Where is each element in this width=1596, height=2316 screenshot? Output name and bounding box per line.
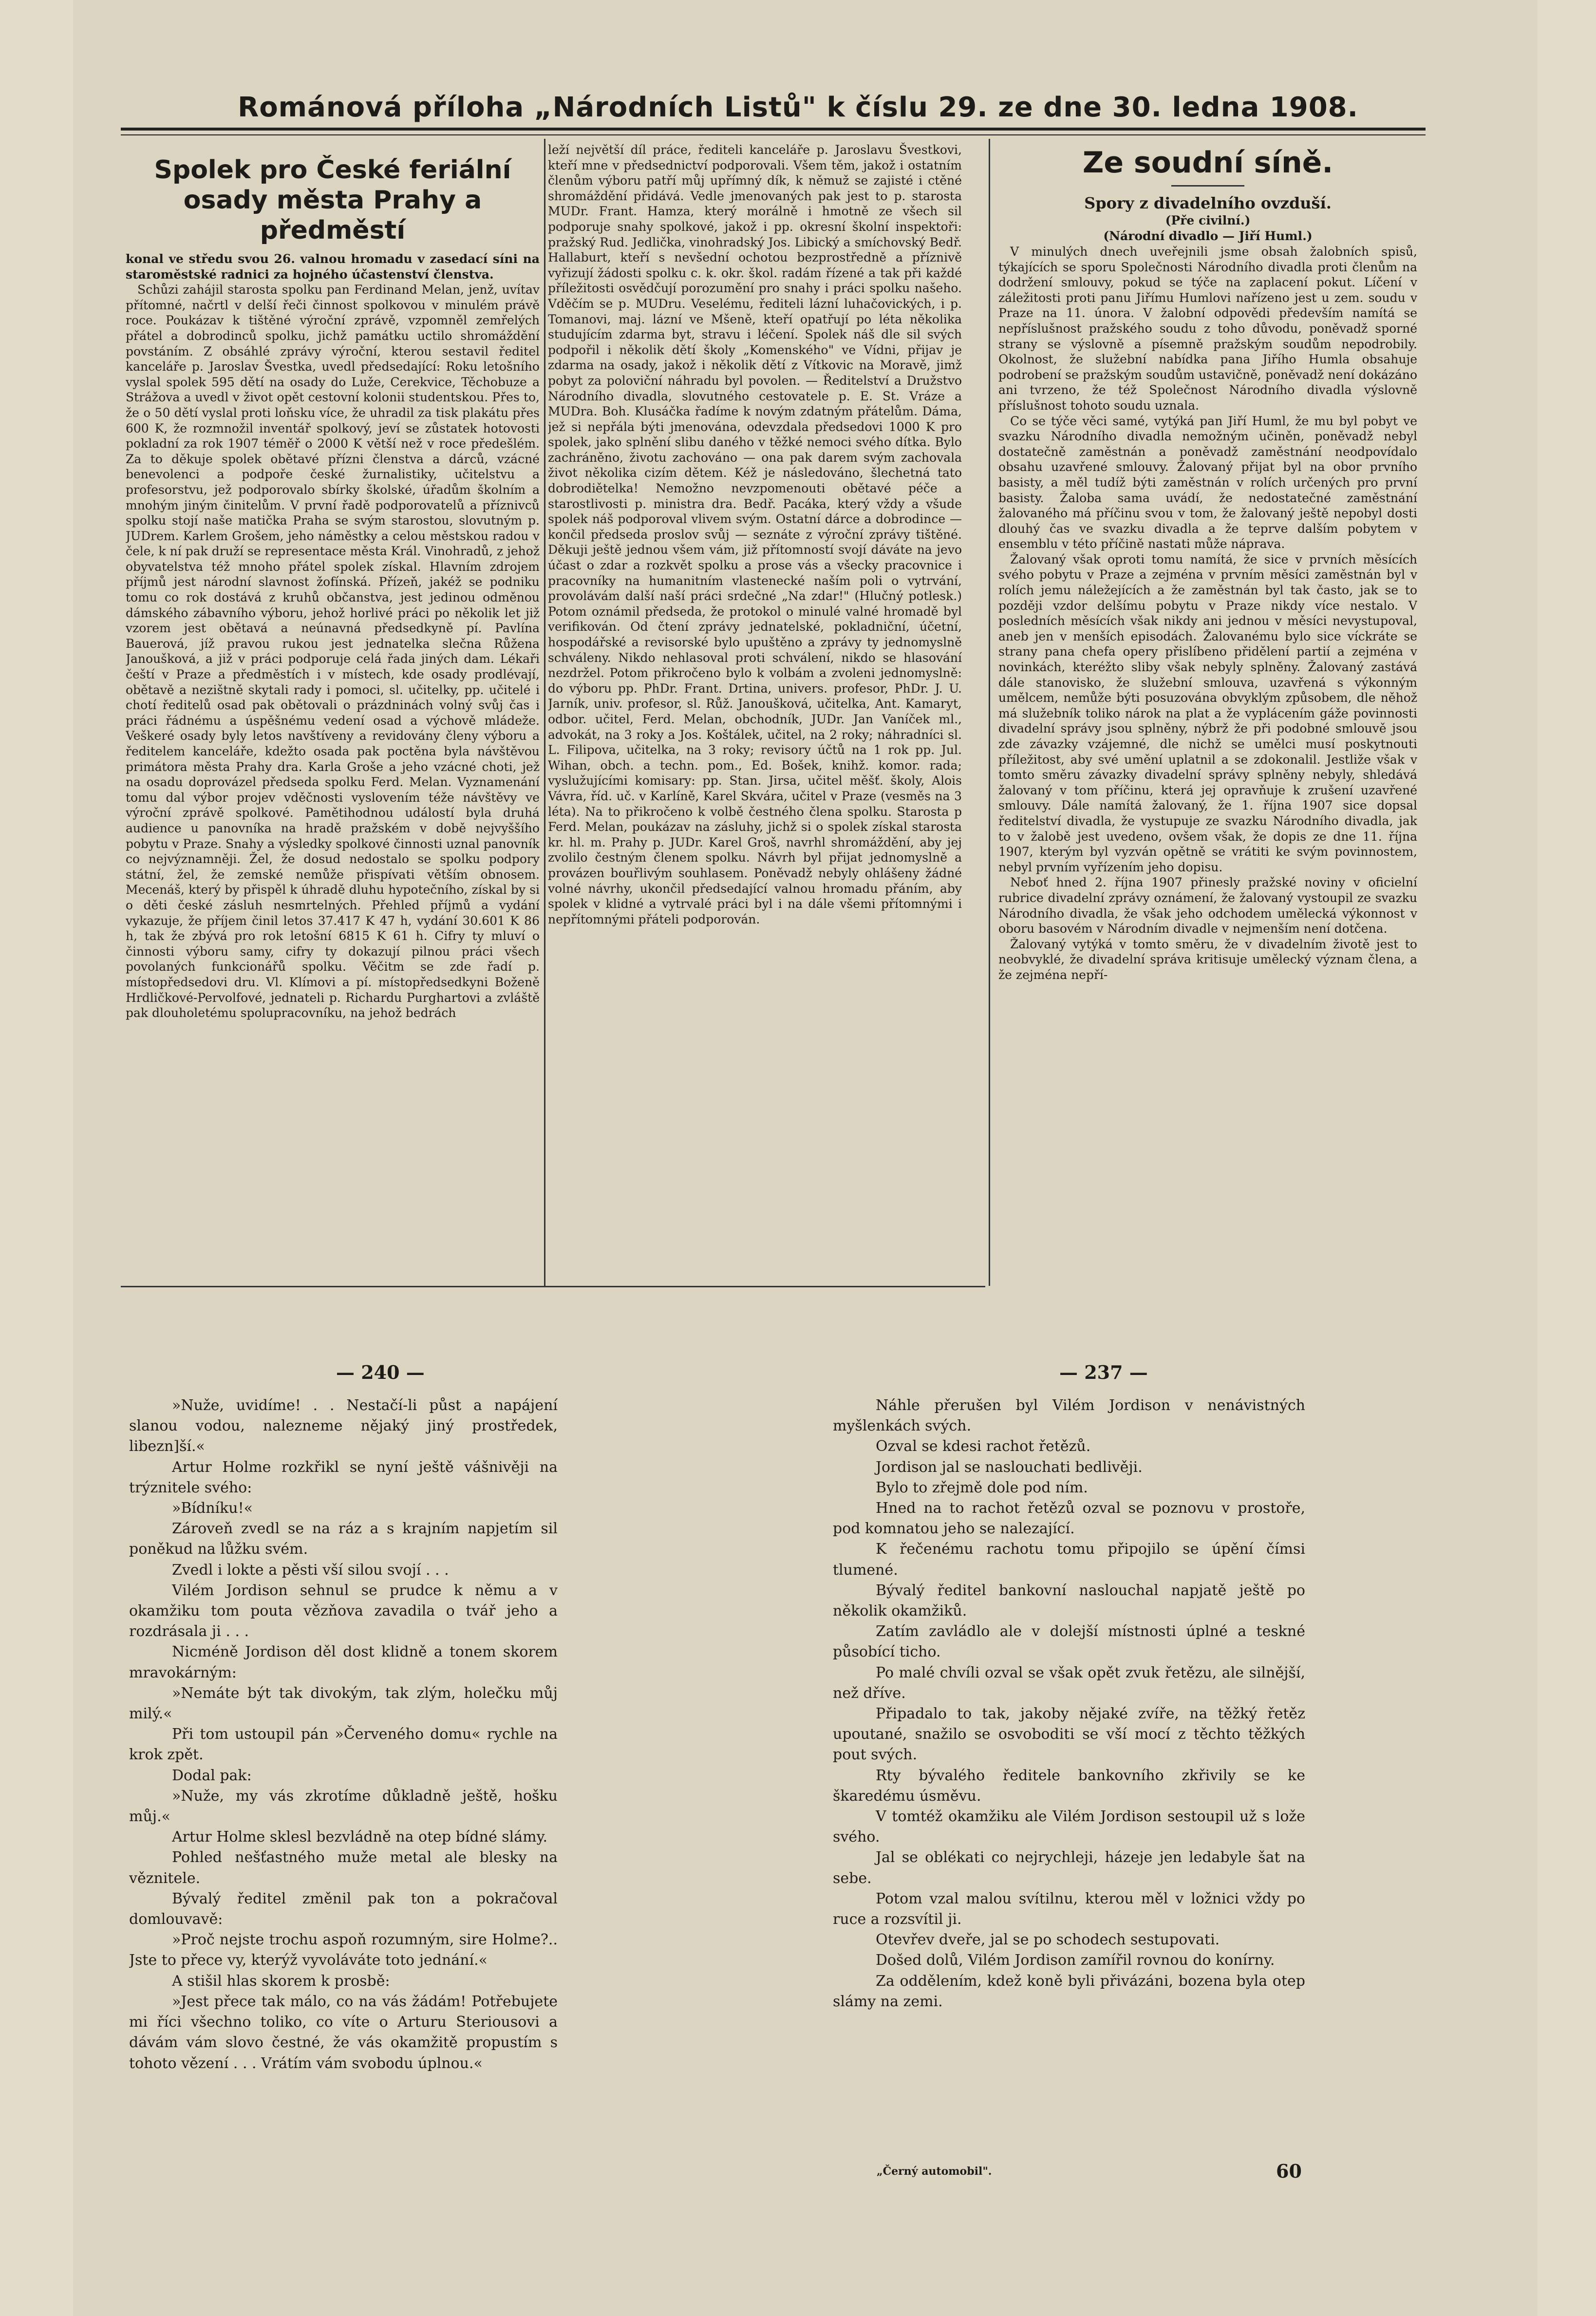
page-number-right: — 237 — — [1059, 1361, 1148, 1383]
novel-footer-number: 60 — [1276, 2160, 1302, 2182]
article-subtitle-3: (Národní divadlo — Jiří Huml.) — [1103, 229, 1313, 243]
article-paragraph: Co se týče věci samé, vytýká pan Jiří Huml, že mu byl pobyt ve svazku Národního divadla nemožným učiněn, poněvadž nebyl dostatečně zaměstnán a poněvadž zaměstnání neodpovídalo obsahu uzavřené smlouvy. Žalovaný přijat byl na obor prvního basisty, a měl tudíž býti zaměstnán v rolích určených pro první basisty. Žaloba sama uvádí, že nedostatečné zaměstnání žalovaného má příčinu svou v tom, že žalovaný ještě nepobyl dosti dlouhý čas ve svazku divadla a že teprve dalším pobytem v ensemblu v této příčině nastati může náprava. — [998, 414, 1417, 551]
article-paragraph: V minulých dnech uveřejnili jsme obsah žalobních spisů, týkajících se sporu Společnosti Národního divadla proti členům na dodržení smlouvy, pokud se týče na zaplacení pokut. Líčení v záležitosti proti panu Jiřímu Humlovi nařízeno jest u zem. soudu v Praze na 11. února. V žalobní odpovědi především namítá se nepříslušnost pražského soudu z toho důvodu, poněvadž sporné strany se výslovně a písemně pražským soudům nepodrobily. Okolnost, že služební nabídka pana Jiřího Humla obsahuje podrobení se pražským soudům ustavičně, poněvadž není dokázáno ani tvrzeno, že též Společnost Národního divadla výslovně příslušnost tohoto soudu uznala. — [998, 245, 1417, 413]
novel-paragraph: »Proč nejste trochu aspoň rozumným, sire Holme?.. Jste to přece vy, kterýž vyvoláváte toto jednání.« — [129, 1931, 558, 1969]
column-divider-2 — [989, 139, 990, 1286]
column-divider-1 — [544, 139, 545, 1286]
novel-paragraph: »Nuže, my vás zkrotíme důkladně ještě, hošku můj.« — [129, 1787, 558, 1826]
scan-right-margin — [1538, 0, 1596, 2316]
title-rule — [1171, 185, 1244, 187]
article-paragraph: Schůzi zahájil starosta spolku pan Ferdinand Melan, jenž, uvítav přítomné, načrtl v delší řeči činnost spolkovou v minulém právě roce. Poukázav k tištěné výroční zprávě, vzpomněl zemřelých přátel a dobrodinců spolku, jichž památku uctilo shromáždění povstáním. Z obsáhlé zprávy výroční, kterou sestavil ředitel kanceláře p. Jaroslav Švestka, uvedl předsedající: Roku letošního vyslal spolek 595 dětí na osady do Luže, Cerekvice, Těchobuze a Strážova a uvedl v život opět cestovní kolonii studentskou. Přes to, že o 50 dětí vyslal proti loňsku více, že uhradil za tisk plakátu přes 600 K, že rozmnožil inventář spolkový, jeví se zůstatek hotovosti pokladní za rok 1907 téměř o 2000 K větší než v roce předešlém. Za to děkuje spolek obětavé přízni členstva a dárců, vzácné benevolenci a podpoře české žurnalistiky, učitelstvu a profesorstvu, jež podporovalo sbírky školské, úřadům školním a mnohým jiným činitelům. V první řadě podporovatelů a příznivců spolku stojí naše matička Praha se svým starostou, slovutným p. JUDrem. Karlem Grošem, jeho náměstky a celou městskou radou v čele, k ní pak druží se representace města Král. Vinohradů, z jehož obyvatelstva též mnoho přátel spolek získal. Hlavním zdrojem příjmů jest národní slavnost žofínská. Přízeň, jakéž se podniku tomu co rok dostává z kruhů občanstva, jest jedinou odměnou dámského zábavního výboru, jehož horlivé práci po několik let již vzorem jest obětavá a neúnavná předsedkyně pí. Pavlína Bauerová, jíž pravou rukou jest jednatelka slečna Růžena Janoušková, a již v práci podporuje celá řada jiných dam. Lékaři čeští v Praze a předměstích i v místech, kde osady prodlévají, obětavě a nezištně skytali rady i pomoci, sl. učitelky, pp. učitelé i chotí ředitelů osad pak obětovali o prázdninách volný svůj čas i práci řádnému a úspěšnému vedení osad a výchově mládeže. Veškeré osady byly letos navštíveny a revidovány členy výboru a ředitelem kanceláře, kdežto osada pak poctěna byla návštěvou primátora města Prahy dra. Karla Groše a jeho vzácné choti, jež na osadu doprovázel předseda spolku Ferd. Melan. Vyznamenání tomu dal výbor projev vděčnosti vyslovením téže návštěvy ve výroční zprávě spolkové. Pamětihodnou událostí byla druhá audience u panovníka na hradě pražském v době nejvyššího pobytu v Praze. Snahy a výsledky spolkové činnosti uznal panovník co nejvýznamněji. Žel, že dosud nedostalo se spolku podpory státní, žel, že zemské nemůže přispívati větším obnosem. Mecenáš, který by přispěl k úhradě dluhu hypotečního, získal by si o děti české zásluh nesmrtelných. Přehled příjmů a vydání vykazuje, že příjem činil letos 37.417 K 47 h, vydání 30.601 K 86 h, tak že zbývá pro rok letošní 6815 K 61 h. Cifry ty mluví o činnosti výboru samy, cifry ty dokazují pilnou práci všech povolaných funkcionářů spolku. Věčitm se zde řadí p. místopředsedovi dru. Vl. Klímovi a pí. místopředsedkyni Boženě Hrdličkové-Pervolfové, jednateli p. Richardu Purghartovi a zvláště pak dlouholetému spolupracovníku, na jehož bedrách — [126, 282, 540, 1020]
article-paragraph: Žalovaný však oproti tomu namítá, že sice v prvních měsících svého pobytu v Praze a zejména v prvním měsíci zaměstnán byl v rolích jemu náležejících a že zaměstnán byl tak často, jak se to později vzdor delšímu pobytu v Praze nikdy více nestalo. V posledních měsících však nikdy ani jednou v měsíci nevystupoval, aneb jen v menších episodách. Žalovanému bylo sice víckráte se strany pana chefa opery přislíbeno přidělení partií a zejména v novinkách, kteréžto sliby však nebyly splněny. Žalovaný zastává dále stanovisko, že služební smlouva, uzavřená s výkonným umělcem, nemůže býti posuzována obvyklým způsobem, dle něhož má služebník toliko nárok na plat a že vyplácením gáže povinnosti divadelní správy jsou splněny, nýbrž že při podobné smlouvě jsou zde závazky vzájemné, dle nichž se umělci musí poskytnouti příležitost, aby své umění uplatnil a se zdokonalil. Jestliže však v tomto směru závazky divadelní správy splněny nebyly, shledává žalovaný v tom příčinu, která jej opravňuje k zrušení uzavřené smlouvy. Dále namítá žalovaný, že 1. října 1907 sice dopsal ředitelství divadla, že vystupuje ze svazku Národního divadla, jak to v žalobě jest uvedeno, ovšem však, že dopis ze dne 11. října 1907, kterým byl vyzván opětně se vrátiti ke svým povinnostem, nebyl prvním vyřízením jeho dopisu. — [998, 552, 1417, 874]
article-feriani-osady — [126, 155, 540, 1282]
article-title: Spolek pro České feriální osady města Prahy a předměstí — [154, 155, 511, 245]
novel-paragraph: Artur Holme rozkřikl se nyní ještě vášnivěji na trýznitele svého: — [129, 1458, 558, 1496]
novel-paragraph: Artur Holme sklesl bezvládně na otep bídné slámy. — [172, 1828, 548, 1846]
article-feriani-osady-continued — [548, 142, 962, 1284]
novel-paragraph: Ozval se kdesi rachot řetězů. — [876, 1438, 1091, 1455]
article-paragraph: Žalovaný vytýká v tomto směru, že v divadelním životě jest to neobvyklé, že divadelní správa kritisuje umělecký význam člena, a že zejména nepří- — [998, 937, 1417, 982]
header-rule-thick — [121, 128, 1426, 131]
novel-footer-title: „Černý automobil". — [877, 2165, 992, 2178]
novel-paragraph: Při tom ustoupil pán »Červeného domu« rychle na krok zpět. — [129, 1726, 558, 1764]
novel-paragraph: »Nuže, uvidíme! . . Nestačí-li půst a napájení slanou vodou, nalezneme nějaký jiný prostředek, libezn]ší.« — [129, 1397, 558, 1455]
novel-paragraph: Zvedl i lokte a pěsti vší silou svojí . . . — [172, 1561, 449, 1579]
novel-paragraph: Dodal pak: — [172, 1767, 252, 1784]
lead-text: konal ve středu svou 26. valnou hromadu v zasedací síni na staroměstské radnici za hojného účastenství členstva. — [126, 252, 540, 282]
article-title: Ze soudní síně. — [1082, 146, 1333, 180]
article-subtitle-2: (Pře civilní.) — [1165, 213, 1251, 227]
novel-paragraph: »Bídníku!« — [172, 1500, 253, 1517]
novel-paragraph: Otevřev dveře, jal se po schodech sestupovati. — [876, 1931, 1220, 1949]
novel-paragraph: Došed dolů, Vilém Jordison zamířil rovnou do konírny. — [876, 1952, 1275, 1969]
article-paragraph: leží největší díl práce, řediteli kanceláře p. Jaroslavu Švestkovi, kteří mne v předsednictví podporovali. Všem těm, jakož i ostatním členům výboru patří můj upřímný dík, k němuž se zajisté i ctěné shromáždění přidává. Vedle jmenovaných pak jest to p. starosta MUDr. Frant. Hamza, který morálně i hmotně ze všech sil podporuje snahy spolkové, jakož i pp. okresní školní inspektoři: pražský Rud. Jedlička, vinohradský Jos. Libický a smíchovský Bedř. Hallaburt, kteří s nevšední ochotou bezprostředně a příznivě vyřizují žádosti spolku c. k. okr. škol. radám řízené a tak při každé příležitosti osvědčují porozumění pro snahy i práci spolku našeho. Vděčím se p. MUDru. Veselému, řediteli lázní luhačovických, i p. Tomanovi, maj. lázní ve Mšeně, kteří opatřují po léta několika studujícím zdarma byt, stravu i léčení. Spolek náš dle sil svých podpořil i několik dětí školy „Komenského" ve Vídni, přijav je zdarma na osady, jakož i několik dětí z Vítkovic na Moravě, jimž pobyt za poloviční náhradu byl povolen. — Ředitelství a Družstvo Národního divadla, slovutného cestovatele p. E. St. Vráze a MUDra. Boh. Klusáčka řadíme k novým zdatným přátelům. Dáma, jež si nepřála býti jmenována, odevzdala předsedovi 1000 K pro spolek, jako splnění slibu daného v těžké nemoci svého dítka. Bylo zachráněno, životu zachováno — ona pak darem svým zachovala život několika cizím dětem. Kéž je následováno, šlechetná tato dobrodiětelka! Nemožno nevzpomenouti obětavé péče a starostlivosti p. ministra dra. Bedř. Pacáka, který vždy a všude spolek náš podporoval vlivem svým. Ostatní dárce a dobrodince — končil předseda proslov svůj — seznáte z výroční zprávy tištěné. Děkuji ještě jednou všem vám, již přítomností svojí dáváte na jevo účast o zdar a rozkvět spolku a prose vás a všecky pracovnice i pracovníky na humanitním vlastenecké naším poli o vytrvání, provolávám další naší práci srdečné „Na zdar!" (Hlučný potlesk.) Potom oznámil předseda, že protokol o minulé valné hromadě byl verifikován. Od čtení zprávy jednatelské, pokladniční, účetní, hospodářské a revisorské bylo upuštěno a zprávy ty jednomyslně schváleny. Nikdo nehlasoval proti schválení, nikdo se hlasování nezdržel. Potom přikročeno bylo k volbám a zvoleni jednomyslně: do výboru pp. PhDr. Frant. Drtina, univers. profesor, PhDr. J. U. Jarník, univ. profesor, sl. Růž. Janoušková, učitelka, Ant. Kamaryt, odbor. učitel, Ferd. Melan, obchodník, JUDr. Jan Vaníček ml., advokát, na 3 roky a Jos. Koštálek, učitel, na 2 roky; náhradníci sl. L. Filipova, učitelka, na 3 roky; revisory účtů na 1 rok pp. Jul. Wihan, obch. a techn. pom., Ed. Bošek, knihž. komor. rada; vyslužujícími komisary: pp. Stan. Jirsa, učitel měšť. školy, Alois Vávra, říd. uč. v Karlíně, Karel Skvára, učitel v Praze (vesměs na 3 léta). Na to přikročeno k volbě čestného člena spolku. Starosta p Ferd. Melan, poukázav na zásluhy, jichž si o spolek získal starosta kr. hl. m. Prahy p. JUDr. Karel Groš, navrhl shromáždění, aby jej zvolilo čestným členem spolku. Návrh byl přijat jednomyslně a provázen bouřlivým souhlasem. Poněvadž nebyly ohlášeny žádné volné návrhy, ukončil předsedající valnou hromadu přáním, aby spolek v klidné a vytrvalé práci byl i na dále všemi přítomnými i nepřítomnými přáteli podporován. — [548, 143, 962, 926]
novel-paragraph: Bývalý ředitel bankovní naslouchal napjatě ještě po několik okamžiků. — [833, 1582, 1305, 1620]
article-ze-soudni-sine — [998, 142, 1417, 1284]
article-paragraph: Neboť hned 2. října 1907 přinesly pražské noviny v oficielní rubrice divadelní zprávy oznámení, že žalovaný vystoupil ze svazku Národního divadla, že však jeho odchodem umělecká výkonnost v oboru basovém v Národním divadle v nejmenším není dotčena. — [998, 875, 1417, 936]
novel-paragraph: Připadalo to tak, jakoby nějaké zvíře, na těžký řetěz upoutané, snažilo se osvoboditi se vší mocí z těchto těžkých pout svých. — [833, 1705, 1305, 1764]
novel-paragraph: Rty bývalého ředitele bankovního zkřivily se ke škaredému úsměvu. — [833, 1767, 1305, 1805]
novel-paragraph: A stišil hlas skorem k prosbě: — [172, 1972, 390, 1990]
novel-page-left — [129, 1395, 558, 2262]
novel-paragraph: Po malé chvíli ozval se však opět zvuk řetězu, ale silnější, než dříve. — [833, 1664, 1305, 1702]
novel-paragraph: Bývalý ředitel změnil pak ton a pokračoval domlouvavě: — [129, 1890, 558, 1928]
section-divider — [121, 1286, 985, 1287]
novel-paragraph: Zatím zavládlo ale v dolejší místnosti úplné a teskné působící ticho. — [833, 1623, 1305, 1661]
article-subtitle: Spory z divadelního ovzduší. — [1084, 194, 1332, 212]
article-lead — [126, 251, 540, 282]
scan-left-margin — [0, 0, 73, 2316]
novel-paragraph: Nicméně Jordison děl dost klidně a tonem skorem mravokárným: — [129, 1643, 558, 1681]
novel-page-right — [833, 1395, 1305, 2262]
novel-paragraph: »Nemáte být tak divokým, tak zlým, holečku můj milý.« — [129, 1684, 558, 1723]
novel-paragraph: Za oddělením, kdež koně byli přivázáni, bozena byla otep slámy na zemi. — [833, 1972, 1305, 2010]
novel-paragraph: »Jest přece tak málo, co na vás žádám! Potřebujete mi říci všechno toliko, co víte o Arturu Steriousovi a dávám vám slovo čestné, že vás okamžitě propustím s tohoto vězení . . . Vrátím vám svobodu úplnou.« — [129, 1993, 558, 2072]
novel-paragraph: Hned na to rachot řetězů ozval se poznovu v prostoře, pod komnatou jeho se nalezající. — [833, 1500, 1305, 1538]
novel-paragraph: Jal se oblékati co nejrychleji, házeje jen ledabyle šat na sebe. — [833, 1849, 1305, 1887]
supplement-header: Románová příloha „Národních Listů" k číslu 29. ze dne 30. ledna 1908. — [238, 92, 1358, 123]
novel-paragraph: K řečenému rachotu tomu připojilo se úpění čímsi tlumené. — [833, 1541, 1305, 1579]
novel-paragraph: Náhle přerušen byl Vilém Jordison v nenávistných myšlenkách svých. — [833, 1397, 1305, 1435]
novel-paragraph: Potom vzal malou svítilnu, kterou měl v ložnici vždy po ruce a rozsvítil ji. — [833, 1890, 1305, 1928]
novel-paragraph: Bylo to zřejmě dole pod ním. — [876, 1479, 1088, 1496]
novel-paragraph: V tomtéž okamžiku ale Vilém Jordison sestoupil už s lože svého. — [833, 1808, 1305, 1846]
page-number-left: — 240 — — [336, 1361, 425, 1383]
novel-paragraph: Jordison jal se naslouchati bedlivěji. — [876, 1458, 1143, 1476]
novel-paragraph: Pohled nešťastného muže metal ale blesky na věznitele. — [129, 1849, 558, 1887]
novel-paragraph: Zároveň zvedl se na ráz a s krajním napjetím sil poněkud na lůžku svém. — [129, 1520, 558, 1558]
novel-paragraph: Vilém Jordison sehnul se prudce k němu a v okamžiku tom pouta vězňova zavadila o tvář jeho a rozdrásala ji . . . — [129, 1582, 558, 1640]
header-rule-thin — [121, 134, 1426, 135]
